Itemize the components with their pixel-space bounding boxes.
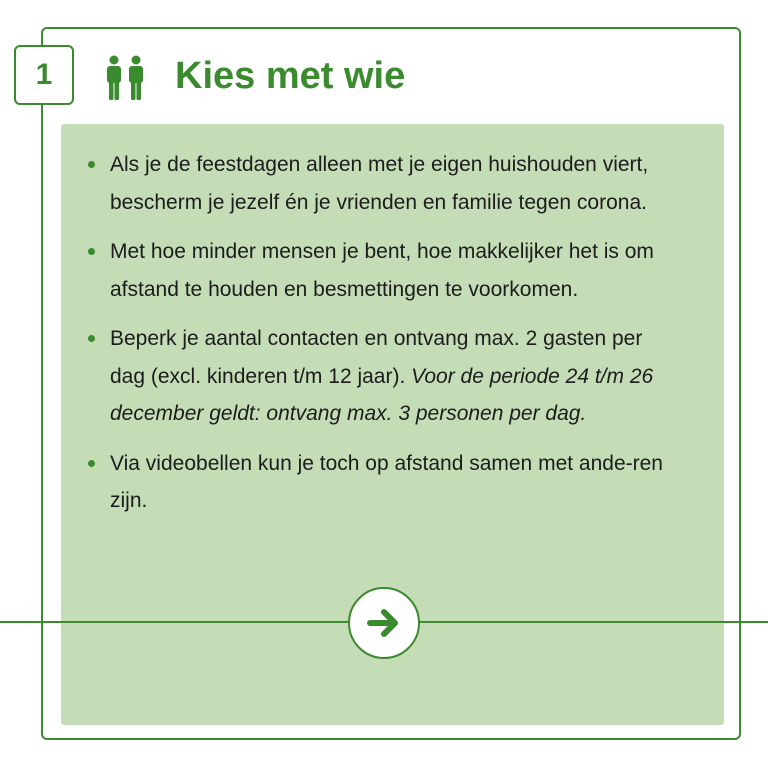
list-item [82,445,682,520]
list-item [82,146,682,221]
page-title: Kies met wie [175,55,406,97]
arrow-right-icon [367,608,401,638]
next-button[interactable] [348,587,420,659]
bullet-text: Beperk je aantal contacten en ontvang max. 2 gasten per dag (excl. kinderen t/m 12 jaar). [110,327,643,388]
step-number-badge [14,45,74,105]
list-item [82,320,682,433]
list-item [82,233,682,308]
two-persons-icon [102,55,148,101]
bullet-text: Via videobellen kun je toch op afstand samen met ande-ren zijn. [110,451,663,512]
step-number: 1 [35,58,53,91]
bullet-text: Als je de feestdagen alleen met je eigen huishouden viert, bescherm je jezelf én je vrienden en familie tegen corona. [110,153,649,214]
bullet-list [82,146,682,532]
bullet-italic-note: Voor de periode 24 t/m 26 december geldt: ontvang max. 3 personen per dag. [110,364,654,425]
bullet-text: Met hoe minder mensen je bent, hoe makkelijker het is om afstand te houden en besmettingen te voorkomen. [110,240,654,301]
